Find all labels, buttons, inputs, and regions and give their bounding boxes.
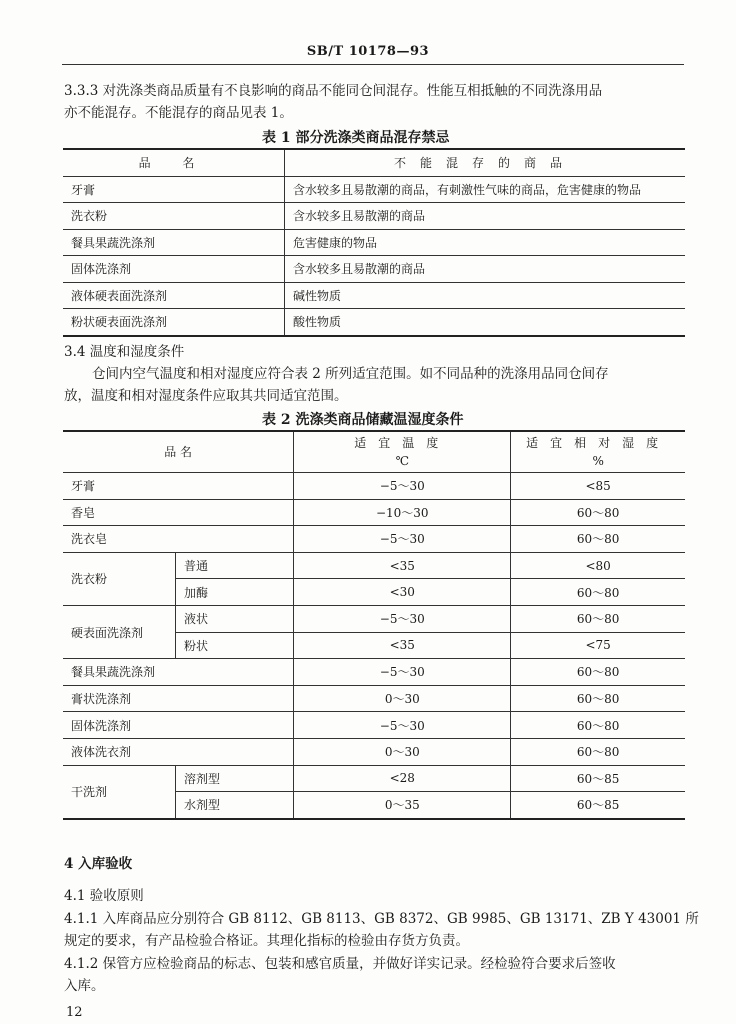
table2-cell-temp: <28 — [294, 765, 511, 792]
table2-cell-temp: 0～35 — [294, 792, 511, 819]
table1-cell-items: 含水较多且易散潮的商品 — [285, 256, 686, 283]
table2-cell-name: 液体洗衣剂 — [63, 738, 294, 765]
table2-group-name: 干洗剂 — [63, 765, 176, 819]
table-row — [63, 605, 685, 632]
table2-cell-temp: −10～30 — [294, 499, 511, 526]
table2-cell-temp: −5～30 — [294, 605, 511, 632]
table2-cell-temp: −5～30 — [294, 473, 511, 500]
table2-cell-humid: 60～85 — [511, 792, 685, 819]
table2-cell-sub: 粉状 — [176, 632, 294, 659]
table2-cell-humid: 60～85 — [511, 765, 685, 792]
table2-cell-humid: 60～80 — [511, 526, 685, 553]
table2-cell-temp: <30 — [294, 579, 511, 606]
table2-cell-humid: 60～80 — [511, 685, 685, 712]
table2-cell-name: 餐具果蔬洗涤剂 — [63, 659, 294, 686]
table2-cell-humid: <80 — [511, 552, 685, 579]
table1-cell-name: 液体硬表面洗涤剂 — [63, 282, 285, 309]
table1-cell-name: 洗衣粉 — [63, 203, 285, 230]
table-row — [63, 309, 685, 336]
table1 — [63, 148, 685, 337]
table2-cell-temp: <35 — [294, 632, 511, 659]
table2-cell-sub: 溶剂型 — [176, 765, 294, 792]
table2-header-humid — [511, 431, 685, 473]
para-3-3-3-line1: 3.3.3 对洗涤类商品质量有不良影响的商品不能同仓间混存。性能互相抵触的不同洗涤用品 — [64, 83, 603, 99]
table1-cell-items: 酸性物质 — [285, 309, 686, 336]
page-number: 12 — [66, 1005, 83, 1020]
table1-cell-items: 碱性物质 — [285, 282, 686, 309]
table2 — [63, 430, 685, 820]
table2-cell-sub: 水剂型 — [176, 792, 294, 819]
table-header-row — [63, 431, 685, 473]
table1-cell-name: 牙膏 — [63, 176, 285, 203]
section-4-1-1-line2: 规定的要求，有产品检验合格证。其理化指标的检验由存货方负责。 — [64, 933, 469, 949]
table1-header-name: 品 名 — [63, 149, 285, 176]
table1-caption: 表 1 部分洗涤类商品混存禁忌 — [262, 130, 450, 146]
table2-cell-sub: 加酶 — [176, 579, 294, 606]
table2-cell-humid: 60～80 — [511, 659, 685, 686]
table2-cell-name: 膏状洗涤剂 — [63, 685, 294, 712]
section-3-4-line1: 仓间内空气温度和相对湿度应符合表 2 所列适宜范围。如不同品种的洗涤用品同仓间存 — [92, 366, 609, 382]
section-3-4-line2: 放，温度和相对湿度条件应取其共同适宜范围。 — [64, 388, 348, 404]
table-row — [63, 282, 685, 309]
table2-cell-temp: −5～30 — [294, 526, 511, 553]
table1-header-items: 不能混存的商品 — [285, 149, 686, 176]
table2-caption: 表 2 洗涤类商品储藏温湿度条件 — [262, 412, 464, 428]
table2-cell-temp: 0～30 — [294, 738, 511, 765]
table2-cell-temp: −5～30 — [294, 659, 511, 686]
table-row — [63, 473, 685, 500]
table2-cell-humid: 60～80 — [511, 579, 685, 606]
section-4-1-2-line1: 4.1.2 保管方应检验商品的标志、包装和感官质量，并做好详实记录。经检验符合要求后签收 — [64, 956, 616, 972]
table-row — [63, 685, 685, 712]
table-row — [63, 499, 685, 526]
table-row — [63, 765, 685, 792]
table1-cell-items: 危害健康的物品 — [285, 229, 686, 256]
table2-cell-temp: <35 — [294, 552, 511, 579]
table2-cell-sub: 液状 — [176, 605, 294, 632]
section-4-1-1-line1: 4.1.1 入库商品应分别符合 GB 8112、GB 8113、GB 8372、GB 9985、GB 13171、ZB Y 43001 所 — [64, 911, 699, 927]
table2-cell-name: 牙膏 — [63, 473, 294, 500]
section-3-4-title: 3.4 温度和湿度条件 — [64, 344, 185, 360]
para-3-3-3-line2: 亦不能混存。不能混存的商品见表 1。 — [64, 105, 293, 121]
table1-cell-name: 固体洗涤剂 — [63, 256, 285, 283]
table2-cell-name: 香皂 — [63, 499, 294, 526]
table2-cell-name: 固体洗涤剂 — [63, 712, 294, 739]
section-4-title: 4 入库验收 — [64, 856, 133, 872]
table2-cell-sub: 普通 — [176, 552, 294, 579]
table-row — [63, 738, 685, 765]
table1-cell-items: 含水较多且易散潮的商品，有刺激性气味的商品，危害健康的物品 — [285, 176, 686, 203]
table2-cell-humid: <85 — [511, 473, 685, 500]
table2-header-temp — [294, 431, 511, 473]
table2-group-name: 硬表面洗涤剂 — [63, 605, 176, 658]
table-row — [63, 659, 685, 686]
table1-cell-name: 餐具果蔬洗涤剂 — [63, 229, 285, 256]
table2-cell-name: 洗衣皂 — [63, 526, 294, 553]
table2-cell-temp: −5～30 — [294, 712, 511, 739]
table2-cell-humid: <75 — [511, 632, 685, 659]
temp-label: 适宜温度 — [354, 436, 451, 450]
table1-cell-items: 含水较多且易散潮的商品 — [285, 203, 686, 230]
table-row — [63, 712, 685, 739]
table-row — [63, 203, 685, 230]
humid-label: 适宜相对湿度 — [526, 436, 671, 450]
header-rule — [62, 64, 684, 65]
section-4-1-title: 4.1 验收原则 — [64, 888, 144, 904]
table2-group-name: 洗衣粉 — [63, 552, 176, 605]
section-4-1-2-line2: 入库。 — [64, 978, 105, 994]
table-row — [63, 229, 685, 256]
temp-unit: ℃ — [395, 454, 409, 468]
table1-cell-name: 粉状硬表面洗涤剂 — [63, 309, 285, 336]
table-row — [63, 256, 685, 283]
table2-header-name: 品 名 — [63, 431, 294, 473]
table-header-row — [63, 149, 685, 176]
table2-cell-humid: 60～80 — [511, 738, 685, 765]
humid-unit: % — [592, 454, 604, 468]
table-row — [63, 526, 685, 553]
table-row — [63, 552, 685, 579]
table2-cell-temp: 0～30 — [294, 685, 511, 712]
table-row — [63, 176, 685, 203]
page-header-code: SB/T 10178—93 — [306, 44, 430, 59]
table2-cell-humid: 60～80 — [511, 499, 685, 526]
table2-cell-humid: 60～80 — [511, 605, 685, 632]
table2-cell-humid: 60～80 — [511, 712, 685, 739]
